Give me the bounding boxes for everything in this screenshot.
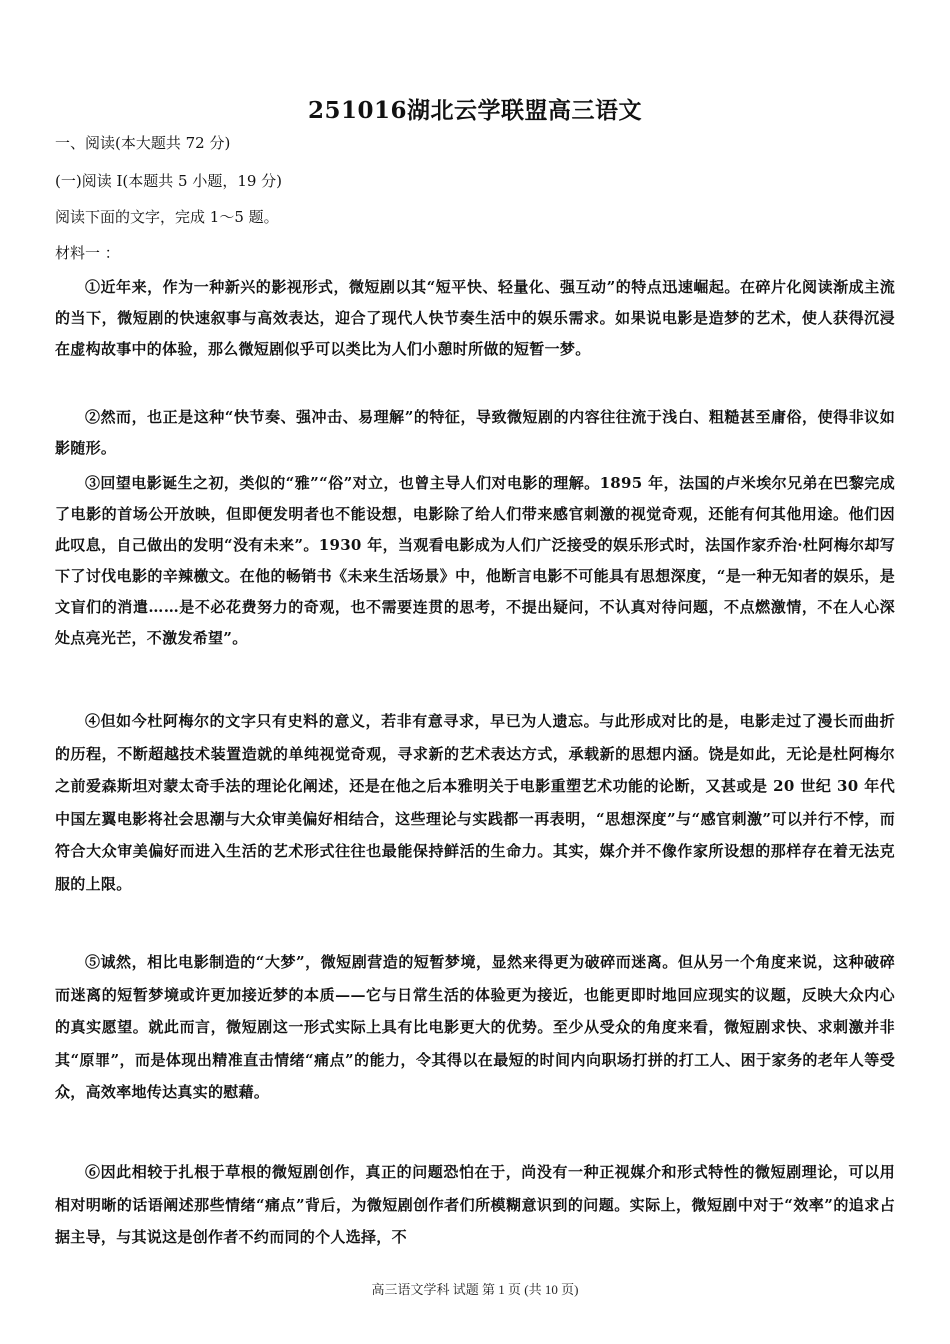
page-footer: 高三语文学科 试题 第 1 页 (共 10 页) — [371, 1282, 579, 1297]
paragraph-4: ④但如今杜阿梅尔的文字只有史料的意义，若非有意寻求，早已为人遗忘。与此形成对比的是，电影走过了漫长而曲折的历程，不断超越技术装置造就的单纯视觉奇观，寻求新的艺术表达方式，承载新的思想内涵。饶是如此，无论是杜阿梅尔之前爱森斯坦对蒙太奇手法的理论化阐述，还是在他之后本雅明关于电影重塑艺术功能的论断，又甚或是 20 世纪 30 年代中国左翼电影将社会思潮与大众审美偏好相结合，这些理论与实践都一再表明，“思想深度”与“感官刺激”可以并行不悖，而符合大众审美偏好而进入生活的艺术形式往往也最能保持鲜活的生命力。其实，媒介并不像作家所设想的那样存在着无法克服的上限。 — [55, 712, 895, 893]
paragraph-2: ②然而，也正是这种“快节奏、强冲击、易理解”的特征，导致微短剧的内容往往流于浅白、粗糙甚至庸俗，使得非议如影随形。 — [55, 408, 895, 457]
paragraph-5: ⑤诚然，相比电影制造的“大梦”，微短剧营造的短暂梦境，显然来得更为破碎而迷离。但从另一个角度来说，这种破碎而迷离的短暂梦境或许更加接近梦的本质——它与日常生活的体验更为接近，也能更即时地回应现实的议题，反映大众内心的真实愿望。就此而言，微短剧这一形式实际上具有比电影更大的优势。至少从受众的角度来看，微短剧求快、求刺激并非其“原罪”，而是体现出精准直击情绪“痛点”的能力，令其得以在最短的时间内向职场打拼的打工人、困于家务的老年人等受众，高效率地传达真实的慰藉。 — [55, 953, 895, 1101]
paragraph-6: ⑥因此相较于扎根于草根的微短剧创作，真正的问题恐怕在于，尚没有一种正视媒介和形式特性的微短剧理论，可以用相对明晰的话语阐述那些情绪“痛点”背后，为微短剧创作者们所模糊意识到的问题。实际上，微短剧中对于“效率”的追求占据主导，与其说这是创作者不约而同的个人选择，不 — [55, 1163, 895, 1246]
material-label: 材料一 ： — [55, 244, 120, 262]
exam-title: 251016湖北云学联盟高三语文 — [307, 97, 643, 124]
paragraph-1: ①近年来，作为一种新兴的影视形式，微短剧以其“短平快、轻量化、强互动”的特点迅速崛起。在碎片化阅读渐成主流的当下，微短剧的快速叙事与高效表达，迎合了现代人快节奏生活中的娱乐需求。如果说电影是造梦的艺术，使人获得沉浸在虚构故事中的体验，那么微短剧似乎可以类比为人们小憩时所做的短暂一梦。 — [55, 278, 895, 358]
paragraph-3: ③回望电影诞生之初，类似的“雅”“俗”对立，也曾主导人们对电影的理解。1895 年，法国的卢米埃尔兄弟在巴黎完成了电影的首场公开放映，但即便发明者也不能设想，电影除了给人们带来感官刺激的视觉奇观，还能有何其他用途。他们因此叹息，自己做出的发明“没有未来”。1930 年，当观看电影成为人们广泛接受的娱乐形式时，法国作家乔治·杜阿梅尔却写下了讨伐电影的辛辣檄文。在他的畅销书《未来生活场景》中，他断言电影不可能具有思想深度，“是一种无知者的娱乐，是文盲们的消遣……是不必花费努力的奇观，也不需要连贯的思考，不提出疑问，不认真对待问题，不点燃激情，不在人心深处点亮光芒，不激发希望”。 — [55, 474, 895, 647]
instruction-text: 阅读下面的文字，完成 1～5 题。 — [55, 208, 279, 226]
section-heading: 一、阅读(本大题共 72 分) — [55, 134, 231, 152]
subsection-heading: (一)阅读 I(本题共 5 小题，19 分) — [55, 172, 283, 190]
